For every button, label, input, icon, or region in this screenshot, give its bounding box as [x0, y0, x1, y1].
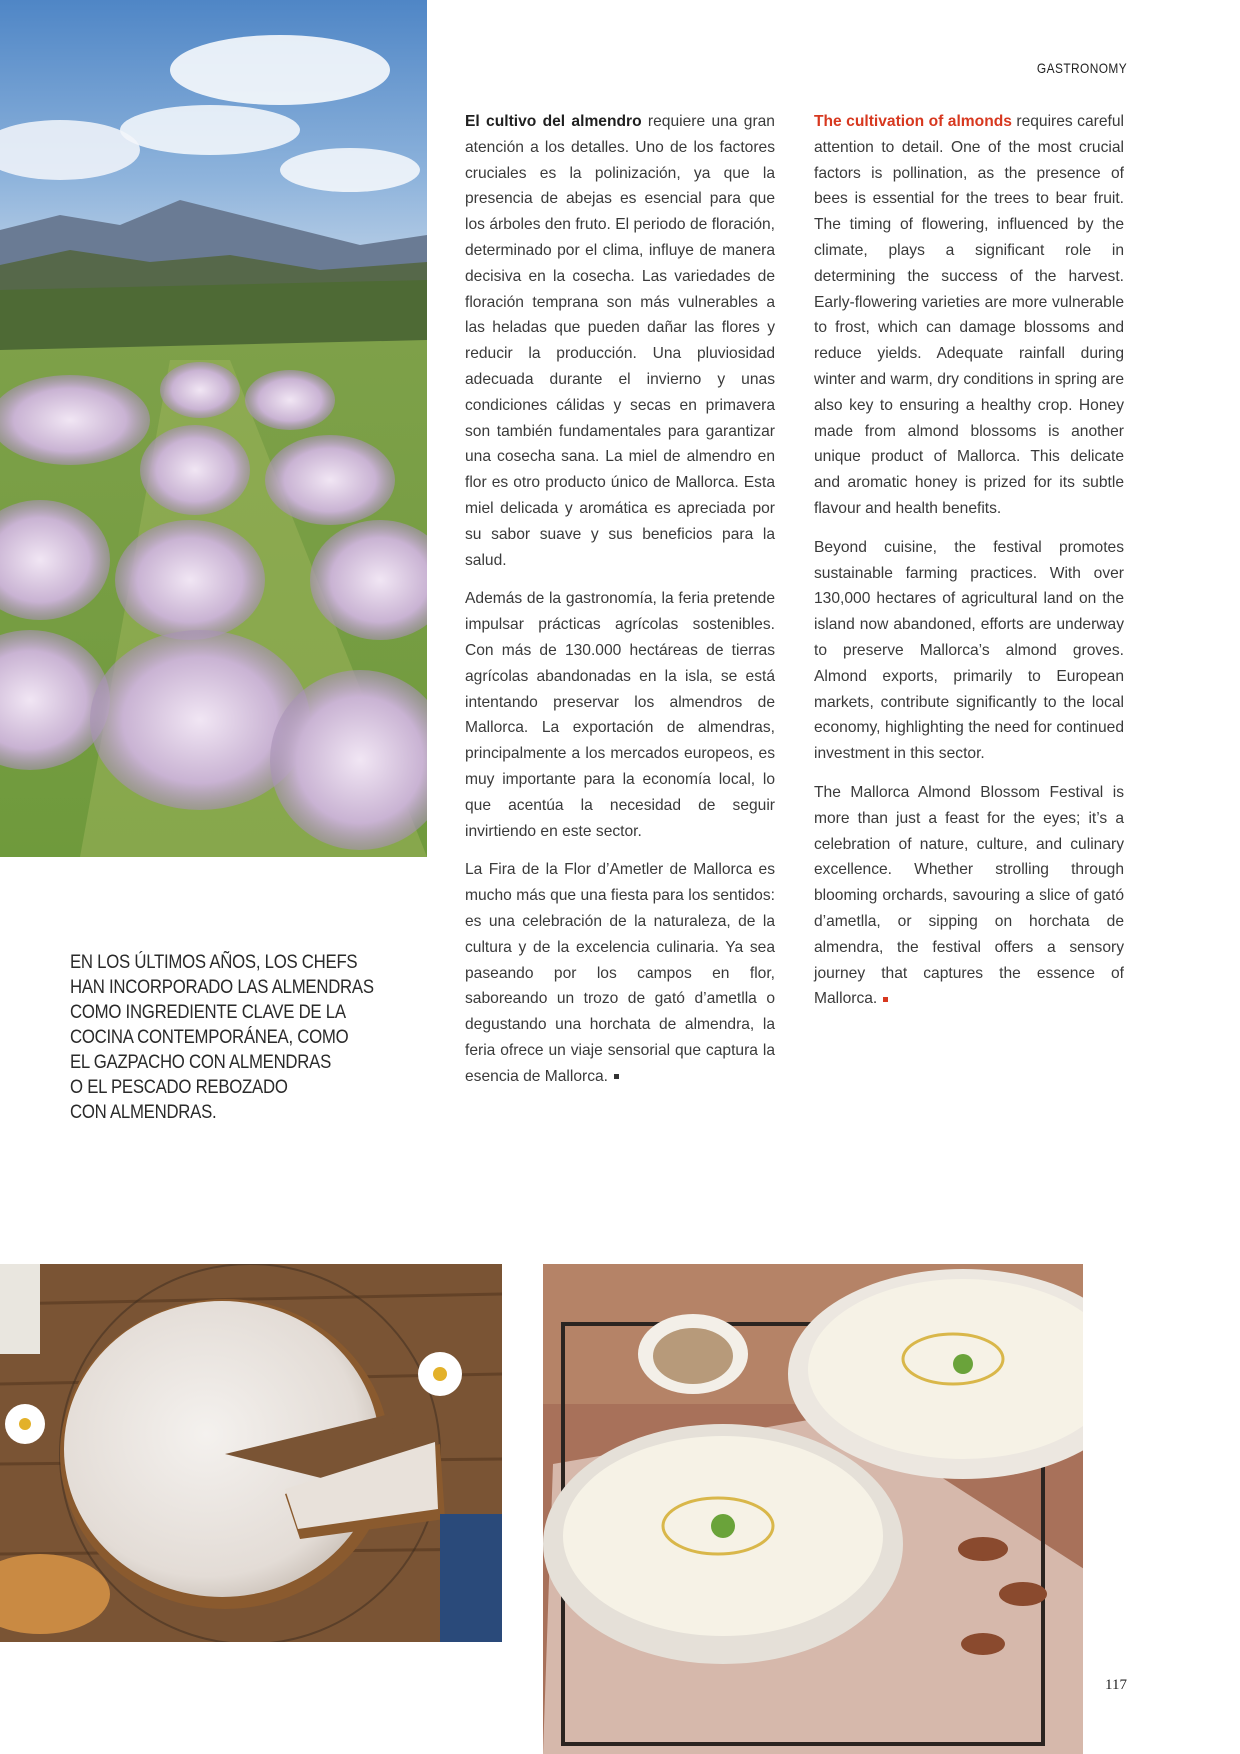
spanish-text-column [465, 109, 775, 1102]
pull-quote-line: HAN INCORPORADO LAS ALMENDRAS [70, 976, 374, 998]
pull-quote-line: O EL PESCADO REBOZADO [70, 1076, 288, 1098]
pull-quote [70, 950, 400, 1125]
spanish-paragraph-text: requiere una gran atención a los detalles. Uno de los factores cruciales es la polinización, ya que la presencia de abejas es esencial para que los árboles den fruto. El periodo de floración, determinado por el clima, influye de manera decisiva en la cosecha. Las variedades de floración temprana son más vulnerables a las heladas que pueden dañar las flores y reducir la producción. Una pluviosidad adecuada durante el invierno y unas condiciones cálidas y secas en primavera son también fundamentales para garantizar una cosecha sana. La miel de almendro en flor es otro producto único de Mallorca. Esta miel delicada y aromática es apreciada por su sabor suave y sus beneficios para la salud. [465, 113, 775, 569]
english-paragraph [814, 780, 1124, 1012]
page-number: 117 [1105, 1677, 1127, 1693]
pull-quote-line: COCINA CONTEMPORÁNEA, COMO [70, 1026, 349, 1048]
english-paragraph-text: The Mallorca Almond Blossom Festival is more than just a feast for the eyes; it’s a celebration of nature, culture, and culinary excellence. Whether strolling through blooming orchards, savouring a slice of gató d’ametlla, or sipping on horchata de almendra, the festival offers a sensory journey that captures the essence of Mallorca. [814, 783, 1124, 1008]
spanish-lead: El cultivo del almendro [465, 113, 642, 130]
spanish-paragraph-text: La Fira de la Flor d’Ametler de Mallorca es mucho más que una fiesta para los sentidos: es una celebración de la naturaleza, de la cultura y de la excelencia culinaria. Ya sea paseando por los campos en flor, saboreando un trozo de gató d’ametlla o degustando una horchata de almendra, la feria ofrece un viaje sensorial que captura la esencia de Mallorca. [465, 861, 775, 1085]
english-paragraph-text: Beyond cuisine, the festival promotes sustainable farming practices. With over 130,000 hectares of agricultural land on the island now abandoned, efforts are underway to preserve Mallorca’s almond groves. Almond exports, primarily to European markets, contribute significantly to the local economy, highlighting the need for continued investment in this sector. [814, 538, 1124, 763]
pull-quote-line: EN LOS ÚLTIMOS AÑOS, LOS CHEFS [70, 951, 358, 973]
spanish-paragraph [465, 586, 775, 844]
almond-orchard-photo [0, 0, 427, 857]
almond-soup-photo [543, 1264, 1125, 1754]
end-mark [614, 1074, 619, 1079]
pull-quote-line: COMO INGREDIENTE CLAVE DE LA [70, 1001, 346, 1023]
english-paragraph [814, 109, 1124, 522]
spanish-paragraph [465, 109, 775, 573]
spanish-paragraph-text: Además de la gastronomía, la feria pretende impulsar prácticas agrícolas sostenibles. Con más de 130.000 hectáreas de tierras agrícolas abandonadas en la isla, se está intentando preservar los almendros de Mallorca. La exportación de almendras, principalmente a los mercados europeos, es muy importante para la economía local, lo que acentúa la necesidad de seguir invirtiendo en este sector. [465, 590, 775, 840]
english-lead: The cultivation of almonds [814, 113, 1012, 130]
section-label: GASTRONOMY [1036, 60, 1127, 76]
almond-cake-photo [0, 1264, 502, 1642]
english-paragraph-text: requires careful attention to detail. One of the most crucial factors is pollination, as the presence of bees is essential for the trees to bear fruit. The timing of flowering, influenced by the climate, plays a significant role in determining the success of the harvest. Early-flowering varieties are more vulnerable to frost, which can damage blossoms and reduce yields. Adequate rainfall during winter and warm, dry conditions in spring are also key to ensuring a healthy crop. Honey made from almond blossoms is another unique product of Mallorca. This delicate and aromatic honey is prized for its subtle flavour and health benefits. [814, 113, 1124, 517]
end-mark [883, 997, 888, 1002]
pull-quote-line: CON ALMENDRAS. [70, 1101, 217, 1123]
spanish-paragraph [465, 857, 775, 1089]
english-text-column [814, 109, 1124, 1025]
english-paragraph [814, 535, 1124, 767]
pull-quote-line: EL GAZPACHO CON ALMENDRAS [70, 1051, 331, 1073]
